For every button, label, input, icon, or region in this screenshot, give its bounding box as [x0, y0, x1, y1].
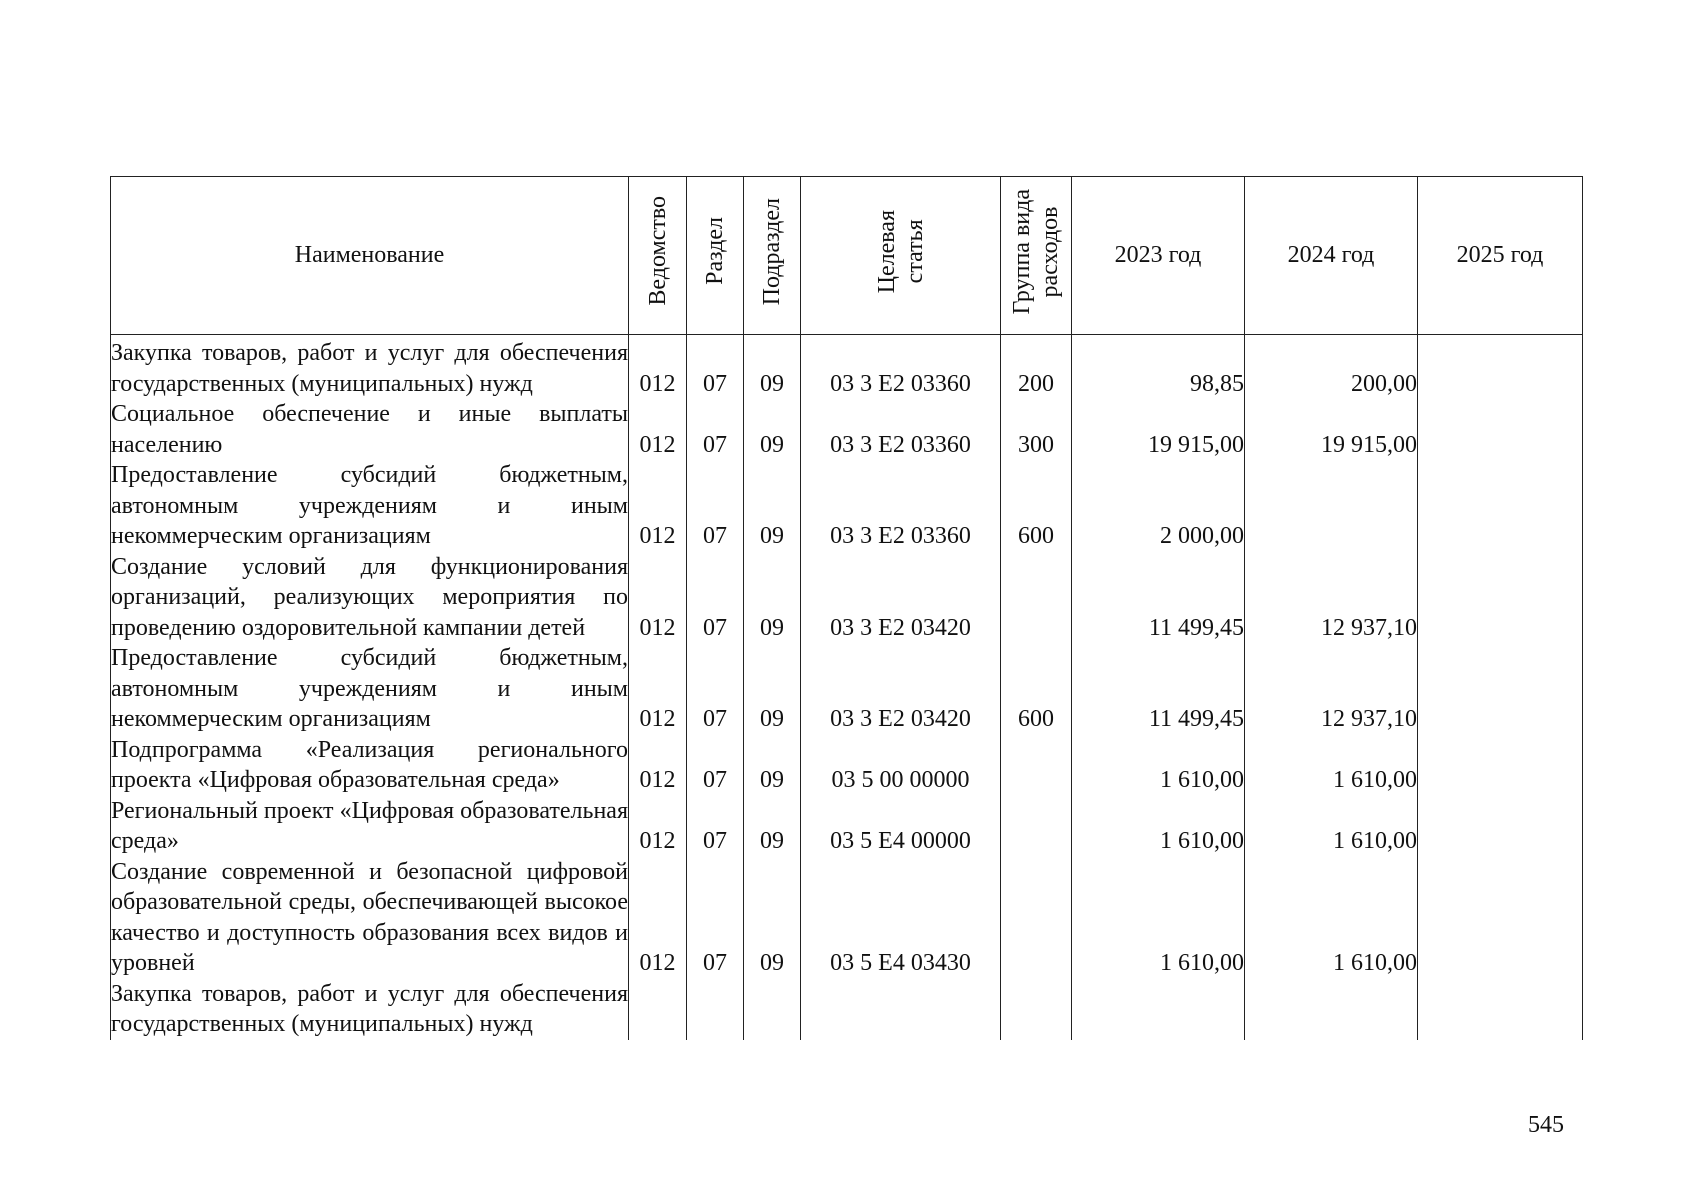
row-name: Создание условий для функционирования организаций, реализующих мероприятия по проведению оздоровительной кампании детей: [111, 552, 629, 644]
row-2024: 1 610,00: [1245, 857, 1418, 979]
row-2023: 11 499,45: [1072, 643, 1245, 735]
row-section: 07: [687, 735, 744, 796]
row-2024: 1 610,00: [1245, 796, 1418, 857]
header-name: Наименование: [111, 177, 629, 335]
row-2025: [1418, 979, 1583, 1040]
row-dept: 012: [629, 735, 687, 796]
header-dept: [629, 177, 687, 335]
header-2023: 2023 год: [1072, 177, 1245, 335]
row-exptype: [1001, 857, 1072, 979]
table-row: [111, 335, 1583, 400]
table-row: [111, 796, 1583, 857]
row-section: 07: [687, 399, 744, 460]
header-section: [687, 177, 744, 335]
header-dept-label: Ведомство: [644, 196, 671, 307]
row-2024: [1245, 979, 1418, 1040]
row-dept: 012: [629, 399, 687, 460]
table-row: [111, 735, 1583, 796]
row-subsection: 09: [744, 857, 801, 979]
row-dept: 012: [629, 857, 687, 979]
header-2024: 2024 год: [1245, 177, 1418, 335]
row-exptype: 600: [1001, 460, 1072, 552]
header-exptype: [1001, 177, 1072, 335]
row-2025: [1418, 552, 1583, 644]
table-row: [111, 643, 1583, 735]
row-2024: 200,00: [1245, 335, 1418, 400]
header-section-label: Раздел: [702, 217, 728, 286]
row-target: 03 3 E2 03360: [801, 335, 1001, 400]
header-target: [801, 177, 1001, 335]
row-section: 07: [687, 460, 744, 552]
row-2023: 2 000,00: [1072, 460, 1245, 552]
row-2024: 1 610,00: [1245, 735, 1418, 796]
row-2025: [1418, 460, 1583, 552]
row-name: Региональный проект «Цифровая образовательная среда»: [111, 796, 629, 857]
row-2023: 11 499,45: [1072, 552, 1245, 644]
row-exptype: [1001, 979, 1072, 1040]
row-name: Социальное обеспечение и иные выплаты населению: [111, 399, 629, 460]
row-2025: [1418, 796, 1583, 857]
row-2025: [1418, 399, 1583, 460]
row-dept: 012: [629, 460, 687, 552]
row-target: 03 3 E2 03420: [801, 552, 1001, 644]
row-2025: [1418, 335, 1583, 400]
table-row: [111, 979, 1583, 1040]
row-2023: 19 915,00: [1072, 399, 1245, 460]
row-exptype: 600: [1001, 643, 1072, 735]
row-2023: 98,85: [1072, 335, 1245, 400]
row-name: Предоставление субсидий бюджетным, автономным учреждениям и иным некоммерческим организациям: [111, 460, 629, 552]
row-dept: [629, 979, 687, 1040]
row-target: 03 3 E2 03360: [801, 460, 1001, 552]
row-2025: [1418, 857, 1583, 979]
row-2023: 1 610,00: [1072, 857, 1245, 979]
row-name: Закупка товаров, работ и услуг для обеспечения государственных (муниципальных) нужд: [111, 335, 629, 400]
row-subsection: 09: [744, 796, 801, 857]
row-subsection: 09: [744, 552, 801, 644]
row-2024: [1245, 460, 1418, 552]
row-exptype: 300: [1001, 399, 1072, 460]
row-name: Создание современной и безопасной цифровой образовательной среды, обеспечивающей высокое качество и доступность образования всех видов и уровней: [111, 857, 629, 979]
row-subsection: 09: [744, 335, 801, 400]
row-2023: 1 610,00: [1072, 735, 1245, 796]
table-row: [111, 857, 1583, 979]
page-bottom-margin: [0, 1096, 1686, 1200]
row-2025: [1418, 735, 1583, 796]
row-section: 07: [687, 857, 744, 979]
header-subsection-label: Подраздел: [759, 197, 785, 305]
row-2024: 19 915,00: [1245, 399, 1418, 460]
row-exptype: [1001, 552, 1072, 644]
row-dept: 012: [629, 552, 687, 644]
header-2025: 2025 год: [1418, 177, 1583, 335]
table-header-row: [111, 177, 1583, 335]
row-exptype: 200: [1001, 335, 1072, 400]
row-section: 07: [687, 335, 744, 400]
row-section: [687, 979, 744, 1040]
table-row: [111, 399, 1583, 460]
row-subsection: [744, 979, 801, 1040]
row-2023: 1 610,00: [1072, 796, 1245, 857]
table-row: [111, 460, 1583, 552]
row-target: 03 5 E4 03430: [801, 857, 1001, 979]
row-dept: 012: [629, 643, 687, 735]
row-2025: [1418, 643, 1583, 735]
row-target: 03 3 E2 03420: [801, 643, 1001, 735]
header-target-label: Целевая статья: [873, 209, 928, 293]
row-target: [801, 979, 1001, 1040]
row-target: 03 5 E4 00000: [801, 796, 1001, 857]
row-2023: [1072, 979, 1245, 1040]
row-exptype: [1001, 735, 1072, 796]
row-name: Закупка товаров, работ и услуг для обеспечения государственных (муниципальных) нужд: [111, 979, 629, 1040]
row-exptype: [1001, 796, 1072, 857]
row-2024: 12 937,10: [1245, 643, 1418, 735]
row-dept: 012: [629, 335, 687, 400]
row-subsection: 09: [744, 460, 801, 552]
row-subsection: 09: [744, 735, 801, 796]
row-section: 07: [687, 796, 744, 857]
budget-table: [110, 176, 1583, 1040]
row-dept: 012: [629, 796, 687, 857]
row-target: 03 5 00 00000: [801, 735, 1001, 796]
header-subsection: [744, 177, 801, 335]
header-exptype-label: Группа вида расходов: [1009, 188, 1063, 314]
row-name: Предоставление субсидий бюджетным, автономным учреждениям и иным некоммерческим организациям: [111, 643, 629, 735]
table-row: [111, 552, 1583, 644]
row-subsection: 09: [744, 643, 801, 735]
row-section: 07: [687, 643, 744, 735]
page-number: 545: [1528, 1112, 1564, 1138]
row-section: 07: [687, 552, 744, 644]
row-2024: 12 937,10: [1245, 552, 1418, 644]
row-subsection: 09: [744, 399, 801, 460]
row-target: 03 3 E2 03360: [801, 399, 1001, 460]
row-name: Подпрограмма «Реализация регионального проекта «Цифровая образовательная среда»: [111, 735, 629, 796]
